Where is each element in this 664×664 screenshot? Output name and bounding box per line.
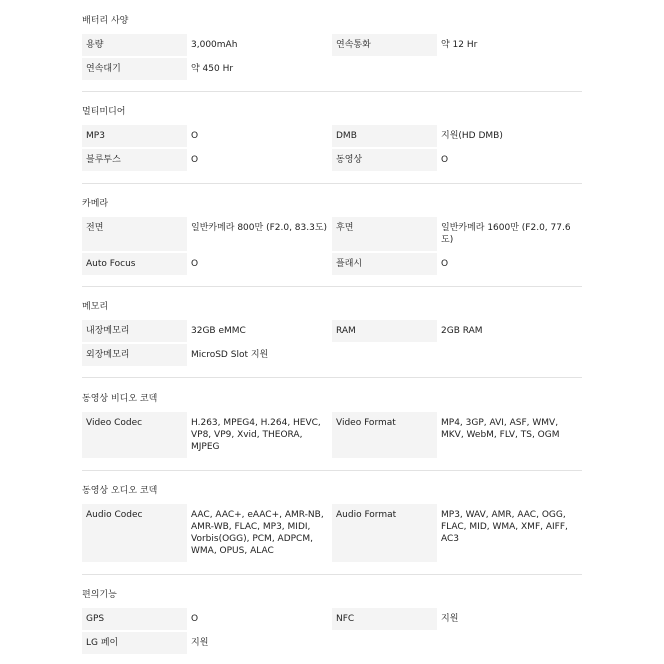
spec-row xyxy=(82,217,582,251)
section-memory xyxy=(82,301,582,366)
spec-row xyxy=(82,344,582,366)
spec-label: 내장메모리 xyxy=(82,320,187,342)
section-divider xyxy=(82,183,582,184)
spec-label: 외장메모리 xyxy=(82,344,187,366)
spec-value: O xyxy=(191,614,199,624)
spec-value: H.263, MPEG4, H.264, HEVC, VP8, VP9, Xvid, THEORA, MJPEG xyxy=(191,418,321,452)
spec-label: 동영상 xyxy=(332,149,437,171)
spec-value: 약 12 Hr xyxy=(441,40,478,50)
section-camera xyxy=(82,198,582,275)
section-divider xyxy=(82,574,582,575)
spec-value: AAC, AAC+, eAAC+, AMR-NB, AMR-WB, FLAC, MP3, MIDI, Vorbis(OGG), PCM, ADPCM, WMA, OPUS, ALAC xyxy=(191,510,324,556)
section-video-codec xyxy=(82,393,582,458)
spec-value: 일반카메라 1600만 (F2.0, 77.6도) xyxy=(441,223,571,245)
section-title: 카메라 xyxy=(82,199,109,209)
spec-row xyxy=(82,253,582,275)
spec-value: O xyxy=(441,155,449,165)
section-divider xyxy=(82,91,582,92)
spec-label: NFC xyxy=(332,608,437,630)
section-divider xyxy=(82,377,582,378)
spec-value: 지원 xyxy=(441,614,459,624)
spec-label: 후면 xyxy=(332,217,437,251)
spec-label: LG 페이 xyxy=(82,632,187,654)
spec-label: Video Format xyxy=(332,412,437,458)
spec-row xyxy=(82,412,582,458)
spec-label: 연속대기 xyxy=(82,58,187,80)
section-title: 동영상 비디오 코덱 xyxy=(82,394,158,404)
section-divider xyxy=(82,470,582,471)
spec-label: 연속통화 xyxy=(332,34,437,56)
spec-value: MP4, 3GP, AVI, ASF, WMV, MKV, WebM, FLV, TS, OGM xyxy=(441,418,560,440)
spec-label: 용량 xyxy=(82,34,187,56)
spec-value: 일반카메라 800만 (F2.0, 83.3도) xyxy=(191,223,328,233)
spec-value: 32GB eMMC xyxy=(191,326,246,336)
spec-row xyxy=(82,125,582,147)
spec-value: O xyxy=(191,131,199,141)
spec-label: DMB xyxy=(332,125,437,147)
spec-value: 2GB RAM xyxy=(441,326,483,336)
section-battery xyxy=(82,15,582,80)
spec-label: MP3 xyxy=(82,125,187,147)
section-audio-codec xyxy=(82,485,582,562)
spec-row xyxy=(82,320,582,342)
section-title: 동영상 오디오 코덱 xyxy=(82,486,158,496)
spec-value: O xyxy=(441,259,449,269)
spec-label: 전면 xyxy=(82,217,187,251)
spec-value: 3,000mAh xyxy=(191,40,238,50)
spec-value: 지원 xyxy=(191,638,209,648)
spec-label: 플래시 xyxy=(332,253,437,275)
spec-value: O xyxy=(191,259,199,269)
section-divider xyxy=(82,286,582,287)
spec-label: RAM xyxy=(332,320,437,342)
spec-label: Audio Format xyxy=(332,504,437,562)
spec-value: MP3, WAV, AMR, AAC, OGG, FLAC, MID, WMA, XMF, AIFF, AC3 xyxy=(441,510,568,544)
spec-row xyxy=(82,34,582,56)
spec-label: Auto Focus xyxy=(82,253,187,275)
spec-value: 약 450 Hr xyxy=(191,64,234,74)
spec-label: Video Codec xyxy=(82,412,187,458)
spec-label: Audio Codec xyxy=(82,504,187,562)
spec-row xyxy=(82,632,582,654)
spec-label: GPS xyxy=(82,608,187,630)
spec-row xyxy=(82,58,582,80)
section-title: 메모리 xyxy=(82,302,109,312)
section-multimedia xyxy=(82,106,582,171)
spec-label: 블루투스 xyxy=(82,149,187,171)
section-title: 배터리 사양 xyxy=(82,16,129,26)
spec-row xyxy=(82,504,582,562)
spec-row xyxy=(82,608,582,630)
spec-value: 지원(HD DMB) xyxy=(441,131,503,141)
section-convenience xyxy=(82,589,582,654)
spec-row xyxy=(82,149,582,171)
spec-value: MicroSD Slot 지원 xyxy=(191,350,269,360)
section-title: 멀티미디어 xyxy=(82,107,126,117)
spec-value: O xyxy=(191,155,199,165)
section-title: 편의기능 xyxy=(82,590,117,600)
